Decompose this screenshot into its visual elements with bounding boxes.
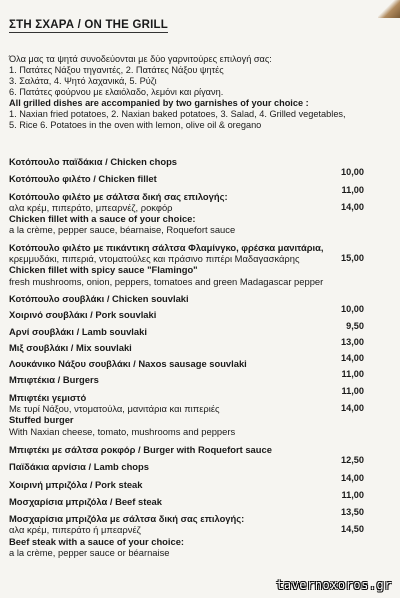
menu-item-price: 14,00 xyxy=(341,403,364,414)
menu-item-name: Μπιφτέκια / Burgers xyxy=(9,374,99,386)
menu-item-name: Μπιφτέκι γεμιστό xyxy=(9,391,87,403)
menu-item-description: Chicken fillet with a sauce of your choice: xyxy=(9,213,196,225)
menu-item xyxy=(9,374,394,396)
menu-item-name: Κοτόπουλο φιλέτο / Chicken fillet xyxy=(9,173,157,185)
intro-line: 1. Naxian fried potatoes, 2. Naxian baked potatoes, 3. Salad, 4. Grilled vegetables, xyxy=(9,109,346,119)
menu-item xyxy=(9,156,394,178)
menu-item-price: 14,00 xyxy=(341,472,364,483)
menu-item-price: 13,00 xyxy=(341,336,364,347)
menu-item-description: Stuffed burger xyxy=(9,414,74,426)
menu-item-price: 10,00 xyxy=(341,167,364,178)
menu-item-description: Chicken fillet with spicy sauce "Flamingo" xyxy=(9,264,198,276)
menu-item-price: 11,00 xyxy=(341,184,364,195)
menu-item-description: fresh mushrooms, onion, peppers, tomatoes and green Madagascar pepper xyxy=(9,275,324,287)
menu-item-name: Λουκάνικο Νάξου σουβλάκι / Naxos sausage souvlaki xyxy=(9,358,247,370)
menu-item-price: 9,50 xyxy=(346,320,364,331)
menu-item-name: Χοιρινό σουβλάκι / Pork souvlaki xyxy=(9,309,157,321)
intro-line: Όλα μας τα ψητά συνοδεύονται με δύο γαρνιτούρες επιλογή σας: xyxy=(9,54,272,64)
menu-item xyxy=(9,461,394,483)
menu-item-price: 12,50 xyxy=(341,455,364,466)
garnish-intro xyxy=(9,54,389,131)
menu-item-price: 13,50 xyxy=(341,507,364,518)
menu-item-description: With Naxian cheese, tomato, mushrooms and peppers xyxy=(9,425,236,437)
menu-item-name: Μοσχαρίσια μπριζόλα / Beef steak xyxy=(9,495,162,507)
intro-line: 6. Πατάτες φούρνου με ελαιόλαδο, λεμόνι και ρίγανη. xyxy=(9,87,224,97)
menu-item xyxy=(9,495,394,518)
menu-item-price: 11,00 xyxy=(341,489,364,500)
menu-item-description: a la crème, pepper sauce, béarnaise, Roquefort sauce xyxy=(9,224,236,236)
menu-item-name: Αρνί σουβλάκι / Lamb souvlaki xyxy=(9,325,147,337)
menu-item xyxy=(9,513,394,558)
menu-item-price: 14,00 xyxy=(341,201,364,212)
menu-item xyxy=(9,443,394,466)
menu-item-price: 14,00 xyxy=(341,353,364,364)
menu-item-name: Μπιφτέκι με σάλτσα ροκφόρ / Burger with Roquefort sauce xyxy=(9,443,272,455)
menu-item-price: 15,00 xyxy=(341,253,364,264)
intro-line: 5. Rice 6. Potatoes in the oven with lemon, olive oil & oregano xyxy=(9,120,262,130)
page-corner xyxy=(378,0,400,18)
menu-item-name: Κοτόπουλο σουβλάκι / Chicken souvlaki xyxy=(9,292,189,304)
menu-item-description: Με τυρί Νάξου, ντοματούλα, μανιτάρια και πιπεριές xyxy=(9,403,220,415)
menu-item-name: Μοσχαρίσια μπριζόλα με σάλτσα δική σας επιλογής: xyxy=(9,513,245,525)
intro-line: 3. Σαλάτα, 4. Ψητό λαχανικά, 5. Ρύζι xyxy=(9,76,157,86)
menu-item-price: 11,00 xyxy=(341,385,364,396)
menu-item-name: Κοτόπουλο φιλέτο με πικάντικη σάλτσα Φλαμίνγκο, φρέσκα μανιτάρια, xyxy=(9,241,324,253)
menu-item xyxy=(9,173,394,195)
menu-item xyxy=(9,242,394,287)
menu-item-name: Χοιρινή μπριζόλα / Pork steak xyxy=(9,478,143,490)
menu-item xyxy=(9,392,394,437)
menu-item-name: Παϊδάκια αρνίσια / Lamb chops xyxy=(9,461,149,473)
menu-item-name: Κοτόπουλο παϊδάκια / Chicken chops xyxy=(9,156,178,167)
menu-item-description: αλα κρέμ, πιπεράτο, μπεαρνέζ, ροκφόρ xyxy=(9,201,173,213)
menu-item-description: αλα κρέμ, πιπεράτο ή μπεαρνέζ xyxy=(9,524,141,536)
menu-item-description: a la crème, pepper sauce or béarnaise xyxy=(9,547,170,559)
menu-item-price: 11,00 xyxy=(341,369,364,380)
menu-item-description: κρεμμυδάκι, πιπεριά, ντοματούλες και πράσινο πιπέρι Μαδαγασκάρης xyxy=(9,253,300,265)
site-watermark: tavernoxoros.gr xyxy=(276,578,392,592)
intro-line: 1. Πατάτες Νάξου τηγανιτές, 2. Πατάτες Νάξου ψητές xyxy=(9,65,224,75)
menu-item-price: 10,00 xyxy=(341,304,364,315)
menu-item-description: Beef steak with a sauce of your choice: xyxy=(9,535,185,547)
menu-item-name: Κοτόπουλο φιλέτο με σάλτσα δική σας επιλογής: xyxy=(9,190,228,202)
menu-items xyxy=(9,156,394,558)
menu-item-name: Μιξ σουβλάκι / Mix souvlaki xyxy=(9,341,132,353)
menu-item xyxy=(9,191,394,236)
menu-item-price: 14,50 xyxy=(341,524,364,535)
menu-item xyxy=(9,478,394,500)
section-title: ΣΤΗ ΣΧΑΡΑ / ON THE GRILL xyxy=(9,19,168,31)
intro-line: All grilled dishes are accompanied by two garnishes of your choice : xyxy=(9,98,309,108)
